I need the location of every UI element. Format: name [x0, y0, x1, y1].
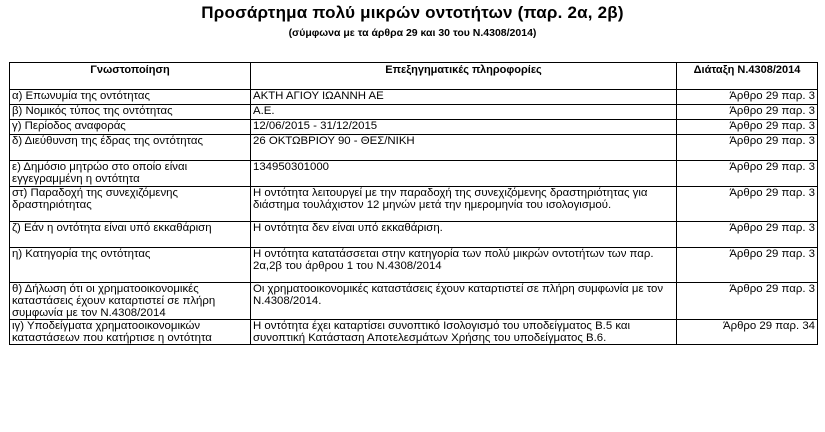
column-header-provision: Διάταξη Ν.4308/2014: [677, 63, 818, 90]
disclosure-cell: η) Κατηγορία της οντότητας: [10, 248, 251, 283]
provision-cell: Άρθρο 29 παρ. 3: [677, 161, 818, 187]
column-header-disclosure: Γνωστοποίηση: [10, 63, 251, 90]
table-row: [10, 90, 818, 105]
provision-cell: Άρθρο 29 παρ. 3: [677, 222, 818, 248]
info-cell: Η οντότητα έχει καταρτίσει συνοπτικό Ισολογισμό του υποδείγματος Β.5 και συνοπτική Κατάσταση Αποτελεσμάτων Χρήσης του υποδείγματος Β.6.: [251, 320, 677, 345]
disclosure-cell: β) Νομικός τύπος της οντότητας: [10, 105, 251, 120]
info-cell: Η οντότητα λειτουργεί με την παραδοχή της συνεχιζόμενης δραστηριότητας για διάστημα τουλάχιστον 12 μηνών μετά την ημερομηνία του ισολογισμού.: [251, 187, 677, 222]
table-row: [10, 187, 818, 222]
disclosure-cell: θ) Δήλωση ότι οι χρηματοοικονομικές καταστάσεις έχουν καταρτιστεί σε πλήρη συμφωνία με τον Ν.4308/2014: [10, 283, 251, 320]
table-row: [10, 161, 818, 187]
disclosure-cell: ε) Δημόσιο μητρώο στο οποίο είναι εγγεγραμμένη η οντότητα: [10, 161, 251, 187]
disclosure-cell: στ) Παραδοχή της συνεχιζόμενης δραστηριότητας: [10, 187, 251, 222]
table-row: [10, 320, 818, 345]
info-cell: Η οντότητα κατατάσσεται στην κατηγορία των πολύ μικρών οντοτήτων των παρ. 2α,2β του άρθρου 1 του Ν.4308/2014: [251, 248, 677, 283]
table-row: [10, 120, 818, 135]
info-cell: Η οντότητα δεν είναι υπό εκκαθάριση.: [251, 222, 677, 248]
disclosure-cell: ζ) Εάν η οντότητα είναι υπό εκκαθάριση: [10, 222, 251, 248]
page-subtitle: (σύμφωνα με τα άρθρα 29 και 30 του Ν.4308/2014): [288, 27, 537, 39]
table-row: [10, 248, 818, 283]
provision-cell: Άρθρο 29 παρ. 3: [677, 248, 818, 283]
provision-cell: Άρθρο 29 παρ. 3: [677, 120, 818, 135]
info-cell: ΑΚΤΗ ΑΓΙΟΥ ΙΩΑΝΝΗ ΑΕ: [251, 90, 677, 105]
table-row: [10, 135, 818, 161]
disclosure-cell: γ) Περίοδος αναφοράς: [10, 120, 251, 135]
info-cell: 12/06/2015 - 31/12/2015: [251, 120, 677, 135]
provision-cell: Άρθρο 29 παρ. 34: [677, 320, 818, 345]
provision-cell: Άρθρο 29 παρ. 3: [677, 135, 818, 161]
disclosure-table: [9, 62, 818, 345]
info-cell: 134950301000: [251, 161, 677, 187]
table-row: [10, 222, 818, 248]
info-cell: Α.Ε.: [251, 105, 677, 120]
provision-cell: Άρθρο 29 παρ. 3: [677, 283, 818, 320]
info-cell: 26 ΟΚΤΩΒΡΙΟΥ 90 - ΘΕΣ/ΝΙΚΗ: [251, 135, 677, 161]
column-header-info: Επεξηγηματικές πληροφορίες: [251, 63, 677, 90]
provision-cell: Άρθρο 29 παρ. 3: [677, 90, 818, 105]
page-title: Προσάρτημα πολύ μικρών οντοτήτων (παρ. 2α, 2β): [201, 3, 624, 22]
disclosure-cell: α) Επωνυμία της οντότητας: [10, 90, 251, 105]
table-row: [10, 283, 818, 320]
info-cell: Οι χρηματοοικονομικές καταστάσεις έχουν καταρτιστεί σε πλήρη συμφωνία με τον Ν.4308/2014.: [251, 283, 677, 320]
disclosure-cell: δ) Διεύθυνση της έδρας της οντότητας: [10, 135, 251, 161]
provision-cell: Άρθρο 29 παρ. 3: [677, 187, 818, 222]
disclosure-cell: ιγ) Υποδείγματα χρηματοοικονομικών καταστάσεων που κατήρτισε η οντότητα: [10, 320, 251, 345]
table-row: [10, 105, 818, 120]
provision-cell: Άρθρο 29 παρ. 3: [677, 105, 818, 120]
table-header-row: [10, 63, 818, 90]
